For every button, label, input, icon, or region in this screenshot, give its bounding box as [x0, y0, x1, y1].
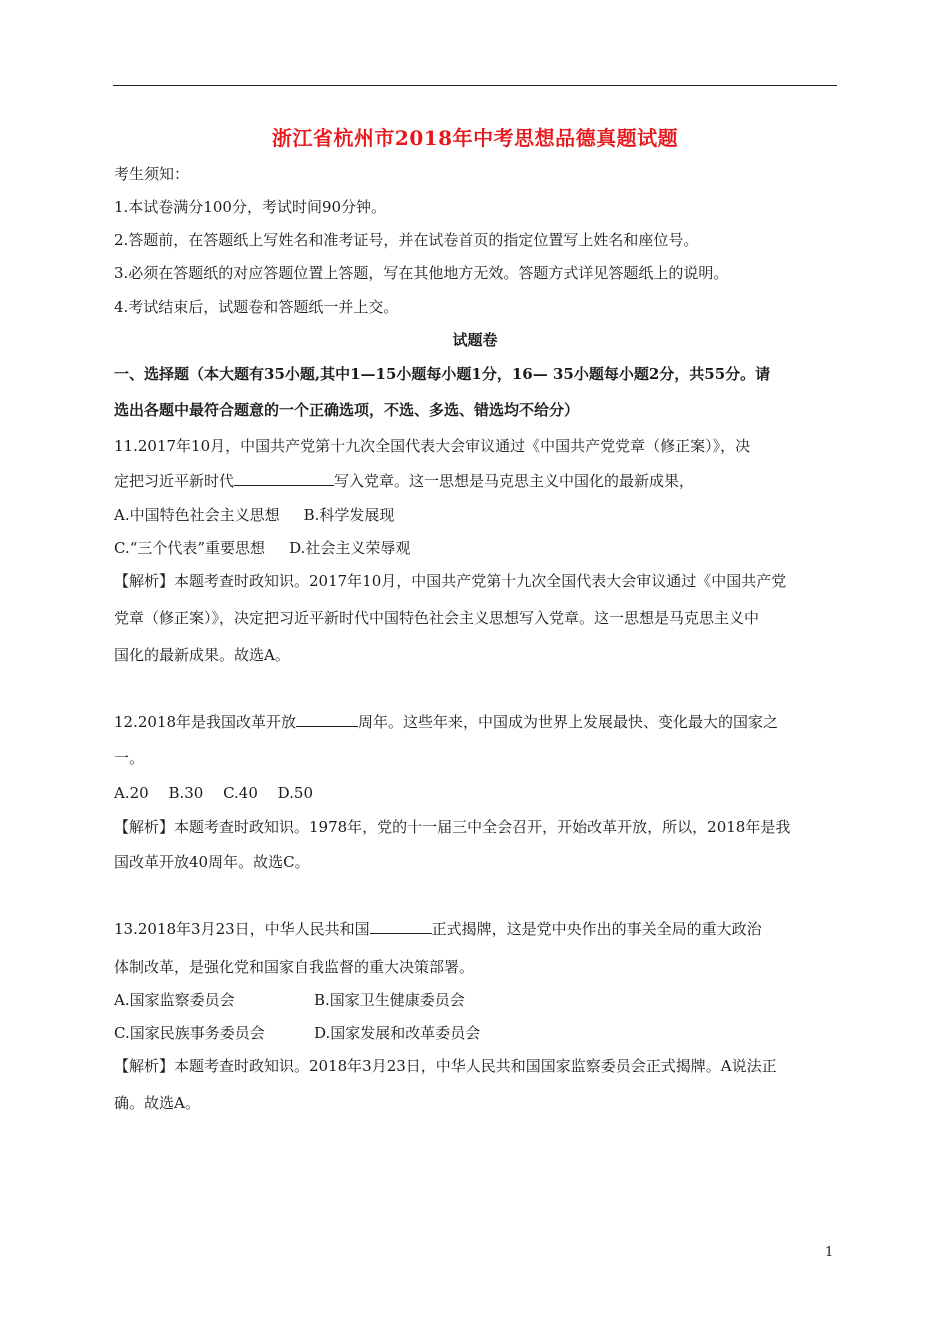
q11-answer-blank — [234, 471, 334, 486]
q13-options-row1 — [114, 990, 465, 1010]
q13-option-d: D.国家发展和改革委员会 — [314, 1024, 481, 1042]
q13-analysis-line2: 确。故选A。 — [114, 1094, 200, 1112]
q12-stem-line1 — [114, 712, 778, 732]
q11-option-b: B.科学发展现 — [303, 506, 395, 524]
q11-option-c: C.“三个代表”重要思想 — [114, 539, 266, 557]
q13-answer-blank — [370, 919, 432, 934]
notice-item-2: 2.答题前，在答题纸上写姓名和准考证号，并在试卷首页的指定位置写上姓名和座位号。 — [114, 231, 699, 249]
q12-options: A.20 B.30 C.40 D.50 — [114, 784, 314, 802]
q12-stem-line2: 一。 — [114, 749, 145, 767]
q13-options-row2 — [114, 1023, 480, 1043]
q13-option-b: B.国家卫生健康委员会 — [314, 991, 465, 1009]
q13-stem-line1 — [114, 919, 762, 939]
q11-stem-part-a: 定把习近平新时代 — [114, 472, 235, 490]
q12-answer-blank — [296, 712, 358, 727]
q11-analysis-line1: 【解析】本题考查时政知识。2017年10月，中国共产党第十九次全国代表大会审议通过《中国共产党 — [114, 572, 787, 590]
notice-item-1: 1.本试卷满分100分，考试时间90分钟。 — [114, 198, 387, 216]
q12-stem-part-b: 周年。这些年来，中国成为世界上发展最快、变化最大的国家之 — [358, 713, 779, 731]
q11-stem-part-b: 写入党章。这一思想是马克思主义中国化的最新成果， — [334, 472, 695, 490]
header-rule — [113, 85, 837, 86]
q11-options-row2 — [114, 538, 410, 558]
q11-stem-line1: 11.2017年10月，中国共产党第十九次全国代表大会审议通过《中国共产党党章（修正案）》，决 — [114, 437, 751, 455]
q13-stem-part-a: 13.2018年3月23日，中华人民共和国 — [114, 920, 370, 938]
q13-stem-part-b: 正式揭牌，这是党中央作出的事关全局的重大政治 — [431, 920, 762, 938]
q13-option-a: A.国家监察委员会 — [114, 991, 235, 1009]
notice-item-3: 3.必须在答题纸的对应答题位置上答题，写在其他地方无效。答题方式详见答题纸上的说明。 — [114, 264, 729, 282]
page-number: 1 — [825, 1245, 834, 1260]
q12-analysis-line2: 国改革开放40周年。故选C。 — [114, 853, 310, 871]
q11-analysis-line2: 党章（修正案）》，决定把习近平新时代中国特色社会主义思想写入党章。这一思想是马克思主义中 — [114, 609, 760, 627]
notice-item-4: 4.考试结束后，试题卷和答题纸一并上交。 — [114, 298, 399, 316]
q11-options-row1 — [114, 505, 394, 525]
q11-option-d: D.社会主义荣辱观 — [289, 539, 411, 557]
q13-stem-line2: 体制改革，是强化党和国家自我监督的重大决策部署。 — [114, 958, 475, 976]
notice-heading: 考生须知： — [114, 165, 190, 183]
document-title: 浙江省杭州市2018年中考思想品德真题试题 — [271, 126, 679, 150]
q12-analysis-line1: 【解析】本题考查时政知识。1978年，党的十一届三中全会召开，开始改革开放，所以，2018年是我 — [114, 818, 791, 836]
q12-stem-part-a: 12.2018年是我国改革开放 — [114, 713, 297, 731]
part1-instructions-line2: 选出各题中最符合题意的一个正确选项，不选、多选、错选均不给分） — [114, 401, 580, 419]
section-title: 试题卷 — [452, 331, 498, 349]
q13-option-c: C.国家民族事务委员会 — [114, 1024, 265, 1042]
q13-analysis-line1: 【解析】本题考查时政知识。2018年3月23日，中华人民共和国国家监察委员会正式揭牌。A说法正 — [114, 1057, 777, 1075]
q11-option-a: A.中国特色社会主义思想 — [114, 506, 280, 524]
part1-instructions-line1: 一、选择题（本大题有35小题,其中1—15小题每小题1分，16— 35小题每小题2分，共55分。请 — [114, 365, 771, 383]
q11-analysis-line3: 国化的最新成果。故选A。 — [114, 646, 290, 664]
q11-stem-line2 — [114, 471, 694, 491]
